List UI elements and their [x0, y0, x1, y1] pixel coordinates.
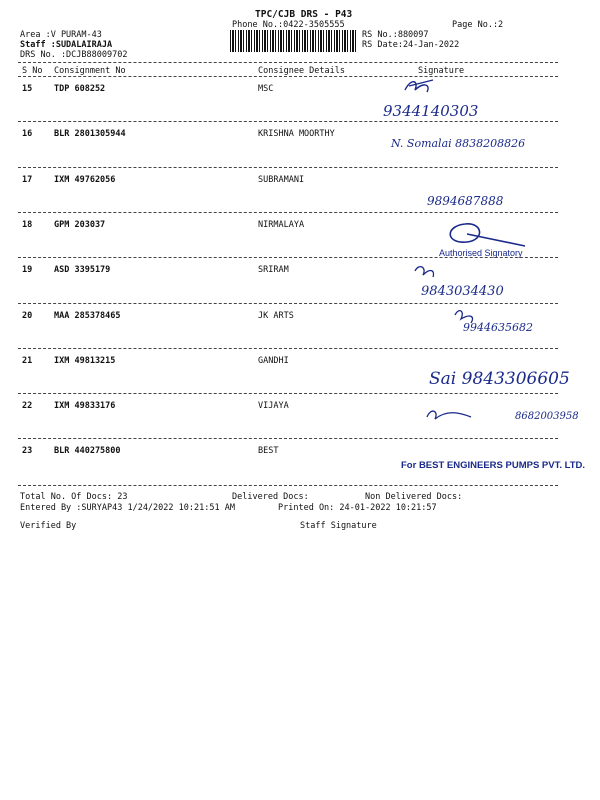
- printed-on: Printed On: 24-01-2022 10:21:57: [278, 503, 437, 513]
- rs-date: RS Date:24-Jan-2022: [362, 40, 460, 50]
- phone-number: Phone No.:0422-3505555: [232, 20, 345, 30]
- handwritten-signature: [375, 212, 600, 260]
- page-number: Page No.:2: [452, 20, 504, 30]
- row-sno: 15: [22, 84, 33, 94]
- row-sno: 18: [22, 220, 33, 230]
- row-consignee: KRISHNA MOORTHY: [258, 129, 335, 139]
- row-sno: 16: [22, 129, 33, 139]
- non-delivered-docs: Non Delivered Docs:: [365, 492, 463, 502]
- col-header-signature: Signature: [418, 66, 465, 76]
- barcode: [230, 30, 358, 52]
- row-consignee: SUBRAMANI: [258, 175, 305, 185]
- row-sno: 17: [22, 175, 33, 185]
- verified-by: Verified By: [20, 521, 77, 531]
- row-consignment: ASD 3395179: [54, 265, 111, 275]
- sig-text: 9944635682: [463, 321, 533, 334]
- row-consignee: NIRMALAYA: [258, 220, 305, 230]
- row-sno: 19: [22, 265, 33, 275]
- row-consignee: BEST: [258, 446, 279, 456]
- row-consignment: IXM 49813215: [54, 356, 116, 366]
- drs-number: DRS No. :DCJB88009702: [20, 50, 128, 60]
- row-consignment: MAA 285378465: [54, 311, 121, 321]
- row-consignment: BLR 2801305944: [54, 129, 126, 139]
- row-consignee: SRIRAM: [258, 265, 289, 275]
- handwritten-signature: [375, 167, 600, 215]
- entered-by: Entered By :SURYAP43 1/24/2022 10:21:51 AM: [20, 503, 235, 513]
- total-docs: Total No. Of Docs: 23: [20, 492, 128, 502]
- row-sno: 21: [22, 356, 33, 366]
- report-title: TPC/CJB DRS - P43: [255, 9, 353, 20]
- sig-text: 9894687888: [427, 194, 504, 208]
- handwritten-signature: [375, 303, 600, 351]
- row-consignment: GPM 203037: [54, 220, 106, 230]
- sig-text: Sai 9843306605: [429, 369, 570, 389]
- handwritten-signature: [375, 393, 600, 441]
- table-row: [0, 446, 600, 490]
- delivered-docs: Delivered Docs:: [232, 492, 309, 502]
- sig-text: For BEST ENGINEERS PUMPS PVT. LTD.: [401, 460, 586, 471]
- col-header-consignment: Consignment No: [54, 66, 126, 76]
- handwritten-signature: [375, 257, 600, 305]
- sig-text: 8682003958: [515, 411, 579, 422]
- row-consignment: TDP 608252: [54, 84, 106, 94]
- handwritten-signature: [375, 348, 600, 396]
- handwritten-signature: [375, 121, 600, 169]
- sig-text: 9344140303: [383, 102, 479, 120]
- header-divider-top: [18, 62, 558, 63]
- rs-number: RS No.:880097: [362, 30, 429, 40]
- company-stamp: [375, 438, 600, 486]
- sig-text: N. Somalai 8838208826: [391, 137, 526, 150]
- row-sno: 23: [22, 446, 33, 456]
- row-consignee: MSC: [258, 84, 274, 94]
- row-consignment: IXM 49762056: [54, 175, 116, 185]
- area-label: Area :V PURAM-43: [20, 30, 102, 40]
- sig-text: 9843034430: [421, 284, 504, 299]
- staff-label: Staff :SUDALAIRAJA: [20, 40, 113, 50]
- sig-text: Authorised Signatory: [439, 248, 523, 258]
- col-header-sno: S No: [22, 66, 43, 76]
- row-consignee: JK ARTS: [258, 311, 294, 321]
- handwritten-signature: [375, 76, 600, 124]
- staff-signature: Staff Signature: [300, 521, 377, 531]
- row-consignee: GANDHI: [258, 356, 289, 366]
- footer-divider: [18, 485, 558, 486]
- row-consignee: VIJAYA: [258, 401, 289, 411]
- row-consignment: IXM 49833176: [54, 401, 116, 411]
- col-header-consignee: Consignee Details: [258, 66, 345, 76]
- row-sno: 20: [22, 311, 33, 321]
- row-sno: 22: [22, 401, 33, 411]
- row-consignment: BLR 440275800: [54, 446, 121, 456]
